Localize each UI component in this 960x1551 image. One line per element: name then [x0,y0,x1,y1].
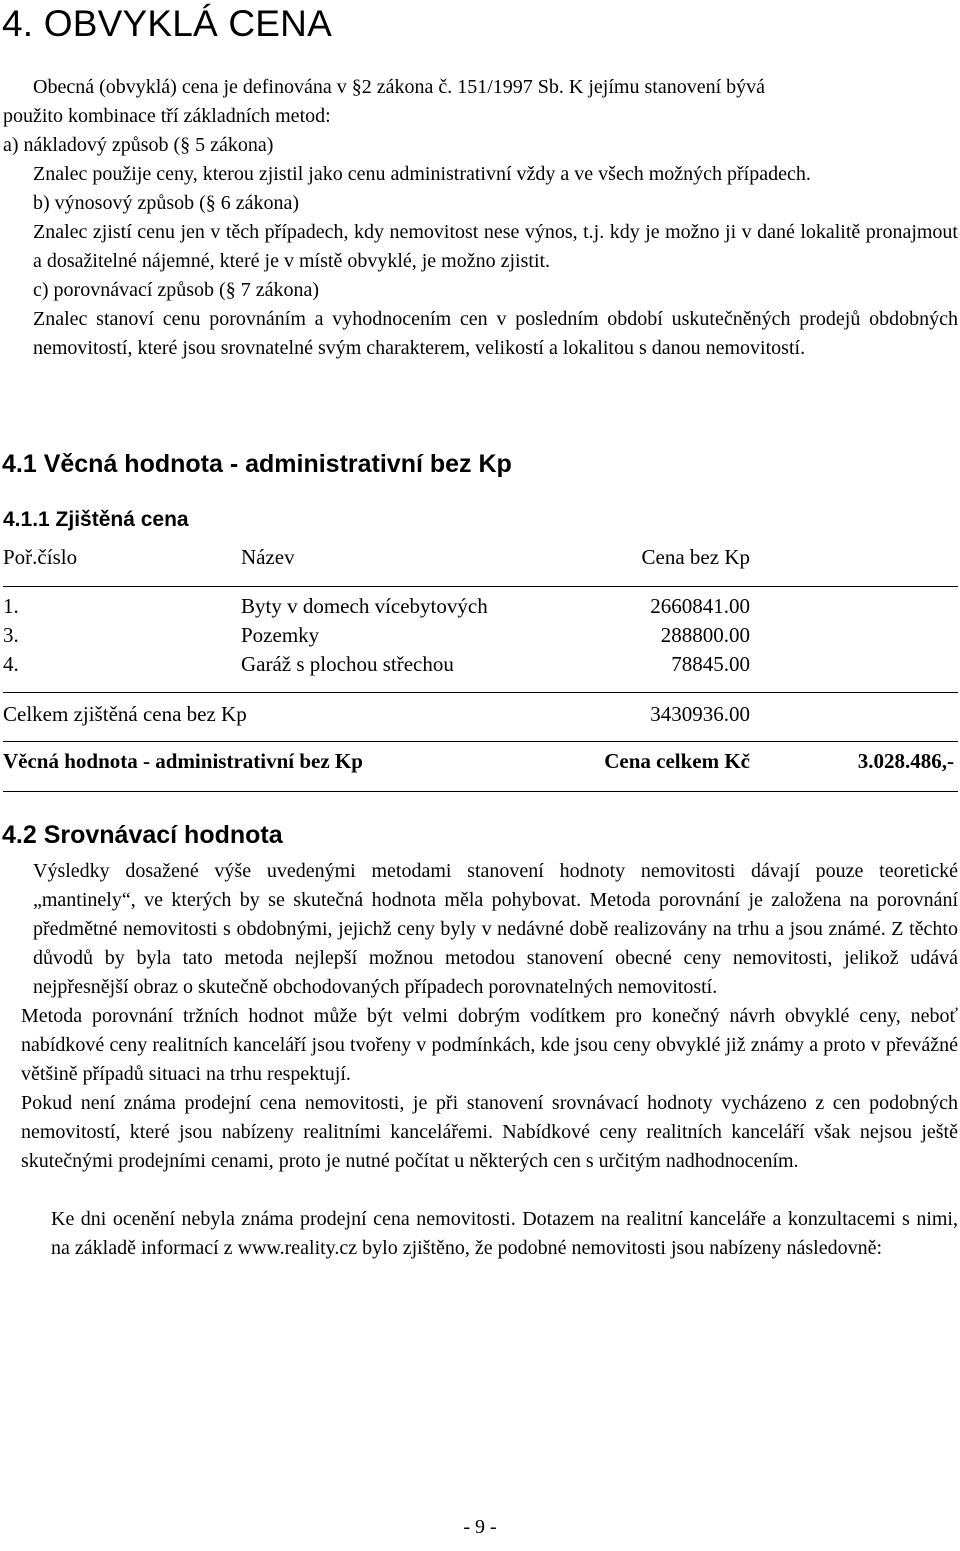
section-42-paragraph: Ke dni ocenění nebyla známa prodejní cena nemovitosti. Dotazem na realitní kanceláře a konzultacemi s nimi, na základě informací z www.reality.cz bylo zjištěno, že podobné nemovitosti jsou nabízeny následovně: [51,1208,958,1259]
table-header-price: Cena bez Kp [641,545,750,569]
method-c-text: Znalec stanoví cenu porovnáním a vyhodnocením cen v posledním období uskutečněných prodejů obdobných nemovitostí, které jsou srovnatelné svým charakterem, velikostí a lokalitou s danou nemovitostí. [33,308,958,359]
table-row-no: 3. [3,623,19,647]
table-total-value: 3430936.00 [650,702,750,726]
page-number: - 9 - [463,1516,497,1538]
section-42-paragraph: Výsledky dosažené výše uvedenými metodami stanovení hodnoty nemovitosti dávají pouze teoretické „mantinely“, ve kterých by se skutečná hodnota měla pohybovat. Metoda porovnání je založena na porovnání předmětné nemovitosti s obdobnými, jejichž ceny byly v nedávné době realizovány na trhu a jsou známé. Z těchto důvodů by byla tato metoda nejlepší možnou metodou stanovení obecné ceny nemovitosti, jelikož udává nejpřesnější obraz o skutečně obchodovaných případech porovnatelných nemovitostí. [33,860,958,998]
intro-text [3,73,958,363]
summary-rule [3,791,958,792]
table-total-rule [3,741,958,742]
table-row-name: Garáž s plochou střechou [241,652,454,676]
method-b-heading: b) výnosový způsob (§ 6 zákona) [33,192,300,214]
table-row-name: Pozemky [241,623,320,647]
table-rows-rule [3,692,958,693]
summary-value: 3.028.486,- [857,749,954,773]
table-row-price: 2660841.00 [650,594,750,618]
section-42-title: 4.2 Srovnávací hodnota [2,821,283,849]
chapter-heading: 4. OBVYKLÁ CENA [2,3,332,44]
section-41-title: 4.1 Věcná hodnota - administrativní bez Kp [2,450,512,478]
table-row-no: 1. [3,594,19,618]
intro-line-2: použito kombinace tří základních metod: [3,105,331,127]
method-b-text: Znalec zjistí cenu jen v těch případech, kdy nemovitost nese výnos, t.j. kdy je možno ji v dané lokalitě pronajmout a dosažitelné nájemné, které je v místě obvyklé, je možno zjistit. [33,221,958,272]
table-header-rule [3,586,958,587]
table-header-name: Název [241,545,295,569]
table-header-no: Poř.číslo [3,545,78,569]
summary-label: Věcná hodnota - administrativní bez Kp [3,749,363,773]
section-42-body [3,857,958,1263]
method-a-heading: a) nákladový způsob (§ 5 zákona) [3,134,274,156]
section-42-paragraph: Metoda porovnání tržních hodnot může být velmi dobrým vodítkem pro konečný návrh obvyklé ceny, neboť nabídkové ceny realitních kanceláří jsou tvořeny v podmínkách, kde jsou ceny obvyklé již známy a proto v převážné většině případů situaci na trhu respektují. [21,1005,958,1085]
intro-line-1: Obecná (obvyklá) cena je definována v §2 zákona č. 151/1997 Sb. K jejímu stanovení bývá [33,76,766,98]
table-row-price: 78845.00 [671,652,750,676]
table-row-price: 288800.00 [660,623,750,647]
table-row-name: Byty v domech vícebytových [241,594,488,618]
table-row-no: 4. [3,652,19,676]
table-total-label: Celkem zjištěná cena bez Kp [3,702,247,726]
summary-price-label: Cena celkem Kč [604,749,750,773]
method-c-heading: c) porovnávací způsob (§ 7 zákona) [33,279,319,301]
section-411-title: 4.1.1 Zjištěná cena [3,508,189,531]
section-42-paragraph: Pokud není známa prodejní cena nemovitosti, je při stanovení srovnávací hodnoty vycházeno z cen podobných nemovitostí, které jsou nabízeny realitními kancelářemi. Nabídkové ceny realitních kanceláří však nejsou ještě skutečnými prodejními cenami, proto je nutné počítat u některých cen s určitým nadhodnocením. [21,1092,958,1172]
method-a-text: Znalec použije ceny, kterou zjistil jako cenu administrativní vždy a ve všech možných případech. [33,163,811,185]
